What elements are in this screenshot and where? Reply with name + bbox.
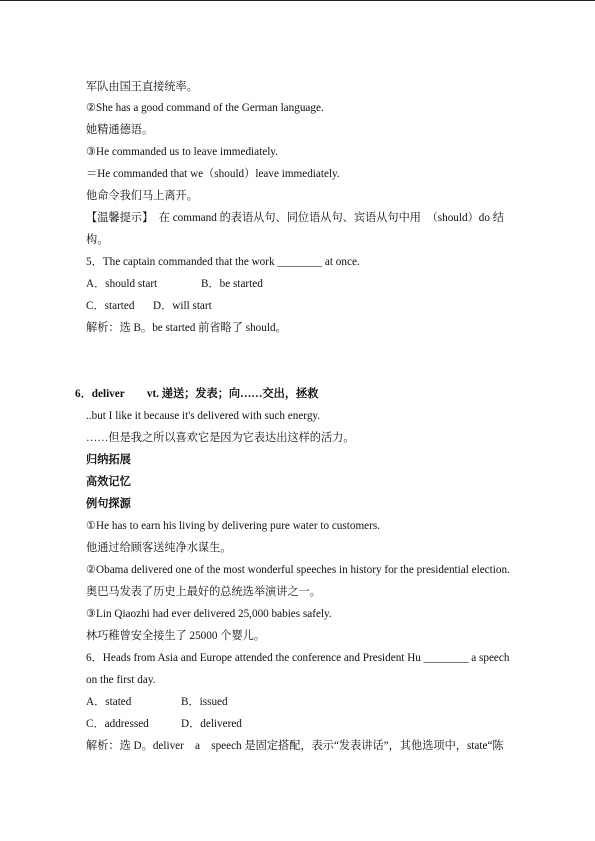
answer-explanation: 解析：选 B。be started 前省略了 should。: [86, 322, 287, 334]
option-d: D．delivered: [181, 718, 242, 730]
example-sentence: ②Obama delivered one of the most wonderful speeches in history for the presidential election.: [86, 564, 510, 576]
question-6: 6．Heads from Asia and Europe attended the conference and President Hu ________ a speech: [86, 652, 510, 664]
question-6-continued: on the first day.: [86, 674, 156, 686]
option-b: B．issued: [181, 696, 228, 708]
example-sentence: ①He has to earn his living by delivering pure water to customers.: [86, 520, 380, 532]
option-c: C．started: [86, 300, 135, 312]
translation-line: 他命令我们马上离开。: [86, 190, 198, 202]
example-sentence: ③Lin Qiaozhi had ever delivered 25,000 babies safely.: [86, 608, 332, 620]
subheading-summary: 归纳拓展: [86, 454, 131, 466]
example-sentence: ③He commanded us to leave immediately.: [86, 146, 278, 158]
text-line: 军队由国王直接统率。: [86, 81, 198, 93]
option-c: C．addressed: [86, 718, 149, 730]
translation-line: ……但是我之所以喜欢它是因为它表达出这样的活力。: [86, 432, 355, 444]
option-a: A．stated: [86, 696, 132, 708]
translation-line: 她精通德语。: [86, 124, 154, 136]
subheading-memory: 高效记忆: [86, 476, 131, 488]
tip-line-continued: 构。: [86, 234, 109, 246]
translation-line: 林巧稚曾安全接生了 25000 个婴儿。: [86, 630, 266, 642]
tip-line: 【温馨提示】 在 command 的表语从句、同位语从句、宾语从句中用 （should）do 结: [86, 212, 504, 224]
option-d: D．will start: [153, 300, 212, 312]
option-b: B．be started: [201, 278, 263, 290]
section-6-heading: 6．deliver vt. 递送；发表；向……交出，拯救: [75, 388, 319, 400]
example-sentence: ②She has a good command of the German language.: [86, 102, 324, 114]
option-a: A．should start: [86, 278, 158, 290]
question-5: 5．The captain commanded that the work ________ at once.: [86, 256, 360, 268]
translation-line: 奥巴马发表了历史上最好的总统选举演讲之一。: [86, 586, 321, 598]
subheading-examples: 例句探源: [86, 498, 131, 510]
translation-line: 他通过给顾客送纯净水谋生。: [86, 542, 232, 554]
example-sentence: ..but I like it because it's delivered with such energy.: [86, 410, 321, 422]
answer-explanation: 解析：选 D。deliver a speech 是固定搭配，表示“发表讲话”，其他选项中，state“陈: [86, 740, 504, 752]
example-sentence: ＝He commanded that we（should）leave immediately.: [86, 168, 340, 180]
top-rule: [0, 0, 595, 1]
